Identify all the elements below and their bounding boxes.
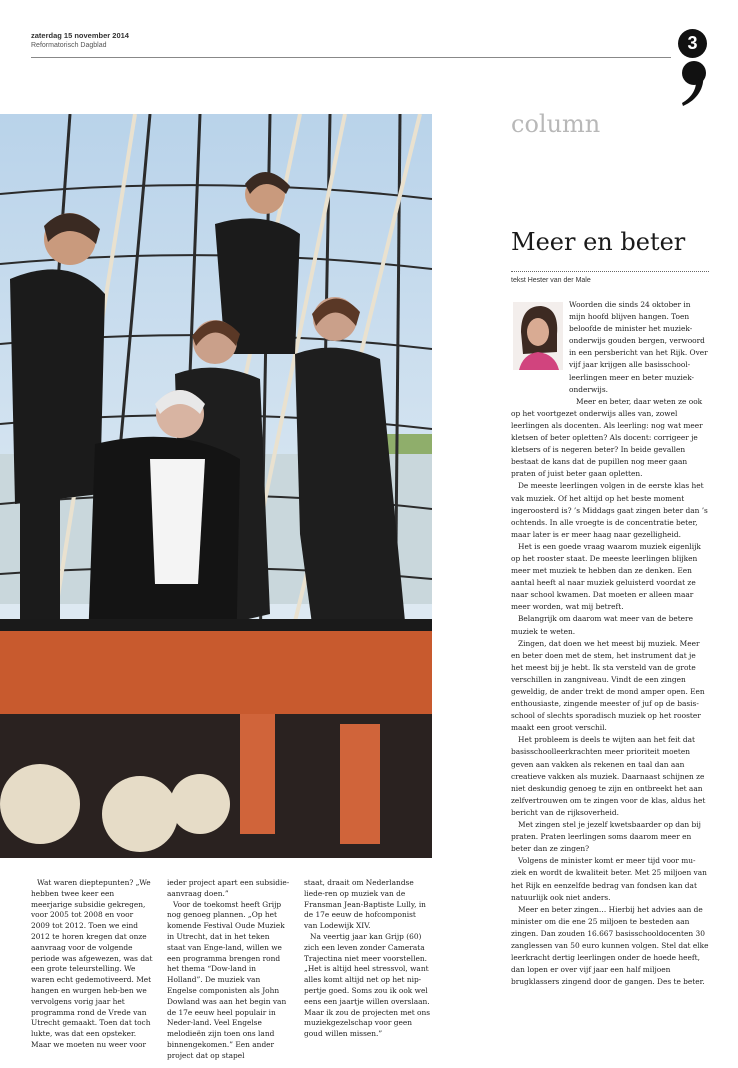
- article-paragraph: staat, draait om Nederlandse liede-ren op muziek van de Fransman Jean-Baptiste Lully, in de 17e eeuw de hofcomponist van Lodewijk XIV.: [304, 878, 426, 931]
- column-paragraph: De meeste leerlingen volgen in de eerste klas het vak muziek. Of het altijd op het beste moment ingeroosterd is? ’s Middags gaat zingen beter dan ’s ochtends. In alle vroegte is de concentratie beter, maar later is er meer haag naar gezelligheid.: [511, 481, 708, 539]
- column-paragraph: Het probleem is deels te wijten aan het feit dat basisschoolleerkrachten meer prioriteit moeten geven aan vakken als rekenen en taal dan aan creatieve vakken als muziek. Daarnaast schijnen ze niet deskundig genoeg te zijn en ontbreekt het aan zelfvertrouwen om te zingen voor de klas, aldus het bericht van de rijksoverheid.: [511, 735, 706, 817]
- column-paragraph: Belangrijk om daarom wat meer van de betere muziek te weten.: [511, 614, 693, 636]
- column-paragraph: Meer en beter, daar weten ze ook op het voortgezet onderwijs alles van, zowel leerlingen als docenten. Als leerling: nog wat meer kletsen of beter opletten? Als docent: corrigeer je kletsers of is negeren beter? In beide gevallen bestaat de kans dat de pupillen nog meer gaan praten of juist beter gaan opletten.: [511, 396, 703, 479]
- byline: tekst Hester van der Male: [511, 277, 591, 284]
- column-label: column: [511, 110, 601, 138]
- article-text-column-2: [167, 878, 290, 1062]
- article-paragraph: ieder project apart een subsidie-aanvraag doen.”: [167, 878, 290, 898]
- dotted-rule: [511, 271, 709, 272]
- newspaper-name: Reformatorisch Dagblad: [31, 42, 107, 49]
- article-paragraph: Wat waren dieptepunten? „We hebben twee keer een meerjarige subsidie gekregen, voor 2005 tot 2008 en voor 2009 tot 2012. Toen we eind 2012 te horen kregen dat onze aanvraag voor de volgende periode was afgewezen, was dat een grote teleurstelling. We waren echt gedemotiveerd. Met hangen en wurgen heb-ben we vervolgens vorig jaar het programma rond de Vrede van Utrecht gemaakt. Toen dat toch lukte, was dat een opsteker. Maar we moeten nu weer voor: [31, 878, 153, 1049]
- issue-date: zaterdag 15 november 2014: [31, 31, 129, 40]
- column-paragraph: Zingen, dat doen we het meest bij muziek. Meer en beter doen met de stem, het instrument dat je het meest bij je hebt. Ik sta versteld van de grote verschillen in zangniveau. Vindt de een zingen geweldig, de ander trekt de mond amper open. Een enthousiaste, zingende meester of juf op de basis-school of slechts sporadisch muziek op het rooster maakt een groot verschil.: [511, 638, 705, 733]
- article-text-column-3: [304, 878, 431, 1040]
- column-title: Meer en beter: [511, 228, 686, 256]
- article-text-column-1: [31, 878, 154, 1051]
- column-paragraph: Met zingen stel je jezelf kwetsbaarder op dan bij praten. Praten leerlingen soms daarom meer en beter dan ze zingen?: [511, 820, 701, 854]
- column-paragraph: Woorden die sinds 24 oktober in mijn hoofd blijven hangen. Toen beloofde de minister het muziek-onderwijs gouden bergen, verwoord in een persbericht van het Rijk. Over vijf jaar krijgen alle basisschool-leerlingen meer en beter muziek-onderwijs.: [569, 300, 708, 394]
- header-rule: [31, 57, 671, 58]
- column-body: [511, 299, 709, 988]
- column-paragraph: Meer en beter zingen… Hierbij het advies aan de minister om die ene 25 miljoen te besteden aan zingen. Dan zouden 16.667 basisschooldocenten 30 zanglessen van 50 euro kunnen volgen. Stel dat elke leerkracht dertig leerlingen onder de hoede heeft, dan lopen er over vijf jaar een half miljoen brugklassers zingend door de gangen. Des te beter.: [511, 904, 709, 987]
- column-paragraph: Het is een goede vraag waarom muziek eigenlijk op het rooster staat. De meeste leerlingen blijken meer met muziek te hebben dan ze denken. Een aantal heeft al naar muziek geluisterd voordat ze naar school kwamen. Dat moeten er alleen maar meer worden, wat mij betreft.: [511, 541, 701, 612]
- group-photo: [0, 114, 432, 858]
- article-paragraph: Voor de toekomst heeft Grijp nog genoeg plannen. „Op het komende Festival Oude Muziek in Utrecht, dat in het teken staat van Enge-land, willen we een programma brengen rond het thema “Dow-land in Holland”. De muziek van Engelse componisten als John Dowland was aan het begin van de 17e eeuw heel populair in Neder-land. Veel Engelse melodieën zijn toen ons land binnengekomen.” Een ander project dat op stapel: [167, 899, 287, 1060]
- article-paragraph: Na veertig jaar kan Grijp (60) zich een leven zonder Camerata Trajectina niet meer voorstellen. „Het is altijd heel stressvol, want alles komt altijd net op het nip-pertje goed. Soms zou ik ook wel eens een jaartje willen overslaan. Maar ik zou de projecten met ons muziekgezelschap voor geen goud willen missen.”: [304, 931, 431, 1039]
- column-paragraph: Volgens de minister komt er meer tijd voor mu-ziek en wordt de kwaliteit beter. Met 25 miljoen van het Rijk en eenzelfde bedrag van fondsen kan dat natuurlijk ook niet anders.: [511, 856, 707, 902]
- page-number-badge: 3: [678, 29, 707, 58]
- comma-logo-icon: [679, 60, 709, 108]
